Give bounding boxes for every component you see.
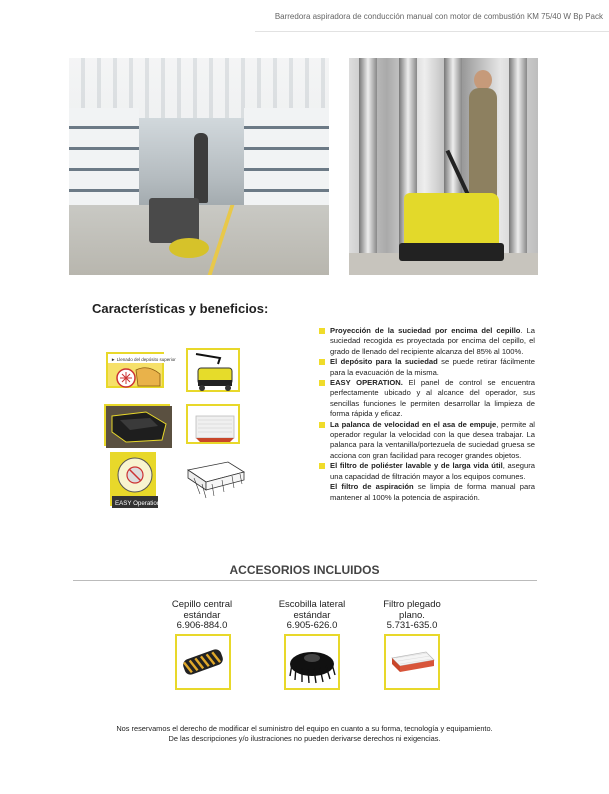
debris-container-icon	[104, 404, 170, 446]
feature-item	[319, 461, 535, 482]
debris-projection-icon	[106, 352, 176, 388]
feature-item	[319, 357, 535, 378]
photo-brush	[169, 238, 209, 258]
brush-housing-icon	[184, 454, 248, 502]
bullet-icon	[319, 359, 325, 365]
bullet-icon	[319, 463, 325, 469]
main-brush-image	[175, 634, 231, 690]
feature-title: El filtro de poliéster lavable y de larga vida útil	[330, 461, 503, 471]
feature-item	[319, 420, 535, 462]
flat-filter-image	[384, 634, 440, 690]
warehouse-photo	[69, 58, 329, 275]
features-heading: Características y beneficios:	[92, 301, 269, 316]
accessory-item	[357, 600, 467, 632]
feature-title: Proyección de la suciedad por encima del cepillo	[330, 326, 521, 335]
header-divider	[255, 31, 609, 32]
features-list	[319, 326, 535, 503]
feature-text: se puede retirar fácilmente para la evacuación de la misma.	[330, 357, 535, 377]
bullet-icon	[319, 328, 325, 334]
debris-projection-label: ► Llenado del depósito superior	[111, 357, 176, 362]
photo-sweeper-body	[404, 193, 499, 248]
photo-pillar	[509, 58, 527, 258]
feature-text: . La suciedad recogida es proyectada por encima del cepillo, el grado de llenado del recipiente alcanza del 85% al 100%.	[330, 326, 536, 356]
photo-man-head	[474, 70, 492, 90]
easy-operation-icon	[110, 452, 161, 507]
feature-title: EASY OPERATION.	[330, 378, 403, 388]
accessory-name: Filtro plegado plano.	[383, 599, 441, 621]
photo-machine	[149, 198, 199, 243]
feature-text: se limpia de forma manual para mantener al 100% la potencia de aspiración.	[330, 482, 535, 502]
accessory-name: Cepillo central estándar	[171, 599, 233, 621]
accessory-code: 6.905-626.0	[286, 620, 338, 631]
photo-operator	[194, 133, 208, 203]
feature-text: , asegura una capacidad de filtración mayor a los equipos comunes.	[330, 461, 535, 481]
accessory-name: Escobilla lateral estándar	[278, 599, 346, 621]
feature-title: La palanca de velocidad en el asa de empuje	[330, 419, 497, 429]
accessories-divider	[73, 580, 537, 581]
side-brush-image	[284, 634, 340, 690]
feature-title: El filtro de aspiración	[330, 482, 414, 492]
feature-item	[319, 378, 535, 420]
feature-title: El depósito para la suciedad	[330, 357, 438, 367]
accessory-item	[147, 600, 257, 632]
disclaimer-line: De las descripciones y/o ilustraciones no pueden derivarse derechos ni exigencias.	[168, 734, 441, 743]
accessory-item	[257, 600, 367, 632]
easy-operation-label: EASY Operation	[115, 500, 161, 507]
accessories-heading: ACCESORIOS INCLUIDOS	[229, 563, 380, 577]
feature-item	[319, 482, 535, 503]
feature-item	[319, 326, 535, 357]
accessory-code: 6.906-884.0	[176, 620, 228, 631]
feature-text: , permite al operador regular la velocidad con la que desea trabajar. La palanca para la ventanilla/portezuela de suciedad gruesa se acciona con gran facilidad para recoger grandes objetos.	[330, 419, 535, 460]
operator-photo	[349, 58, 538, 275]
disclaimer	[0, 724, 609, 744]
photo-man-body	[469, 88, 497, 198]
disclaimer-line: Nos reservamos el derecho de modificar el suministro del equipo en cuanto a su forma, tecnología y equipamiento.	[116, 724, 493, 733]
feature-text: El panel de control se encuentra perfectamente ubicado y al alcance del operador, sus sencillas funciones le permiten desarrollar la limpieza de forma rápida y eficaz.	[330, 378, 535, 419]
header-title: Barredora aspiradora de conducción manual con motor de combustión KM 75/40 W Bp Pack	[274, 12, 603, 21]
accessory-code: 5.731-635.0	[386, 620, 438, 631]
filter-icon	[186, 404, 240, 444]
bullet-icon	[319, 380, 325, 386]
bullet-icon	[319, 422, 325, 428]
photo-pillar	[359, 58, 377, 258]
sweeper-machine-icon	[186, 348, 240, 392]
photo-sweeper-base	[399, 243, 504, 261]
